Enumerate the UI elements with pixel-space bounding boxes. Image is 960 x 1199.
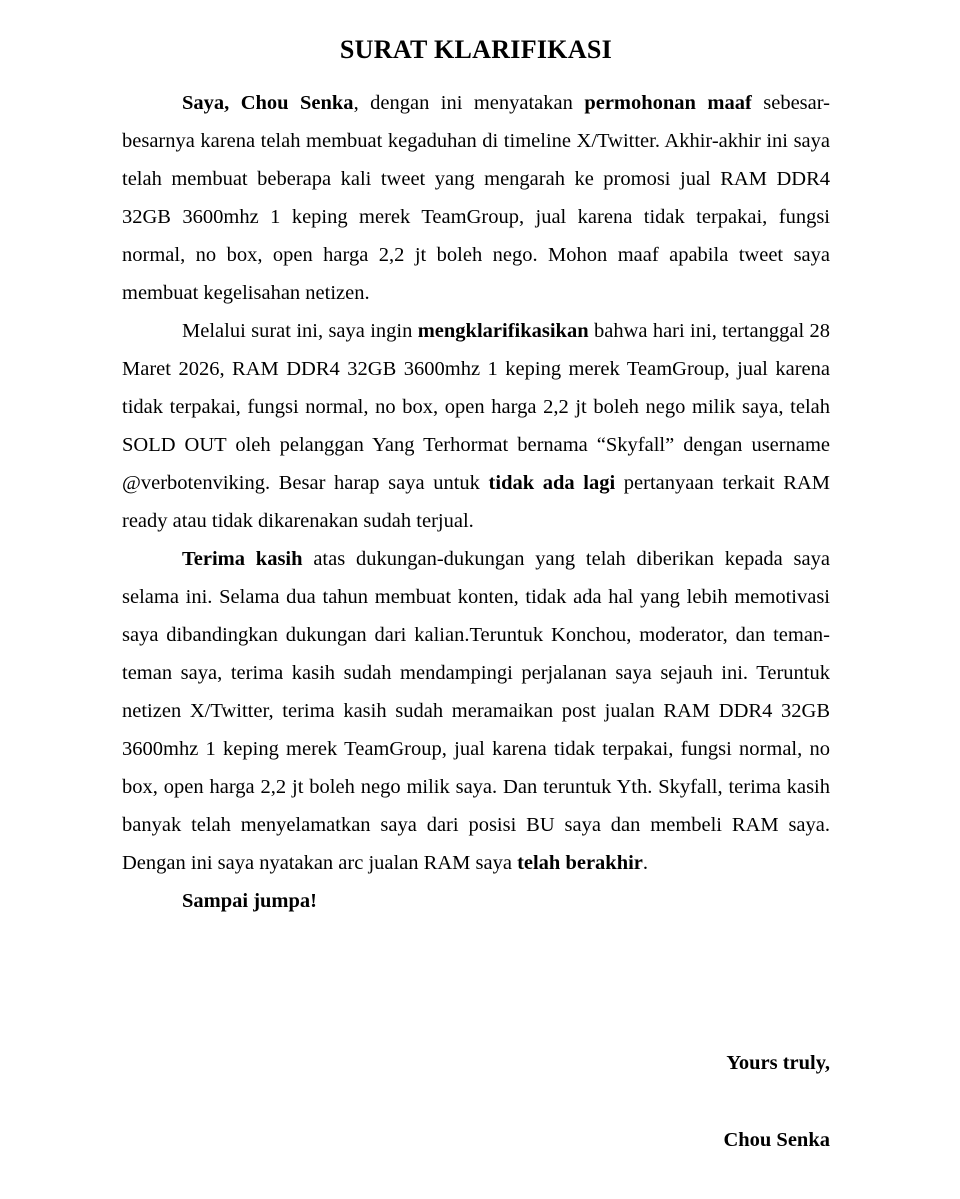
text-segment: bahwa hari ini, tertanggal 28 Maret 2026, RAM DDR4 32GB 3600mhz 1 keping merek TeamGroup, jual karena tidak terpakai, fungsi normal, no box, open harga 2,2 jt boleh nego milik saya, telah SOLD OUT oleh pelanggan Yang Terhormat bernama “Skyfall” dengan username @verbotenviking. Besar harap saya untuk: [122, 320, 830, 494]
yours-truly: Yours truly,: [726, 1052, 830, 1074]
text-segment: pertanyaan terkait RAM ready atau tidak dikarenakan sudah terjual.: [122, 472, 831, 532]
text-segment: .: [642, 852, 649, 874]
paragraph-apology: [122, 84, 830, 312]
emphasis-thanks: Terima kasih: [182, 548, 303, 570]
closing-line: Sampai jumpa!: [182, 890, 317, 912]
emphasis-ended: telah berakhir: [517, 852, 643, 874]
emphasis-apology: permohonan maaf: [584, 92, 752, 114]
signature-name: Chou Senka: [723, 1129, 830, 1151]
emphasis-clarify: mengklarifikasikan: [417, 320, 589, 342]
sender-name: Saya, Chou Senka: [182, 92, 354, 114]
text-segment: atas dukungan-dukungan yang telah diberikan kepada saya selama ini. Selama dua tahun membuat konten, tidak ada hal yang lebih memotivasi saya dibandingkan dukungan dari kalian.Teruntuk Konchou, moderator, dan teman-teman saya, terima kasih sudah mendampingi perjalanan saya sejauh ini. Teruntuk netizen X/Twitter, terima kasih sudah meramaikan post jualan RAM DDR4 32GB 3600mhz 1 keping merek TeamGroup, jual karena tidak terpakai, fungsi normal, no box, open harga 2,2 jt boleh nego milik saya. Dan teruntuk Yth. Skyfall, terima kasih banyak telah menyelamatkan saya dari posisi BU saya dan membeli RAM saya. Dengan ini saya nyatakan arc jualan RAM saya: [122, 548, 830, 874]
paragraph-thanks: [122, 540, 830, 882]
text-segment: , dengan ini menyatakan: [353, 92, 585, 114]
text-segment: sebesar-besarnya karena telah membuat kegaduhan di timeline X/Twitter. Akhir-akhir ini saya telah membuat beberapa kali tweet yang mengarah ke promosi jual RAM DDR4 32GB 3600mhz 1 keping merek TeamGroup, jual karena tidak terpakai, fungsi normal, no box, open harga 2,2 jt boleh nego. Mohon maaf apabila tweet saya membuat kegelisahan netizen.: [122, 92, 830, 304]
text-segment: Melalui surat ini, saya ingin: [182, 320, 418, 342]
paragraph-clarification: [122, 312, 830, 540]
letter-title: SURAT KLARIFIKASI: [339, 35, 613, 64]
emphasis-no-more: tidak ada lagi: [488, 472, 616, 494]
